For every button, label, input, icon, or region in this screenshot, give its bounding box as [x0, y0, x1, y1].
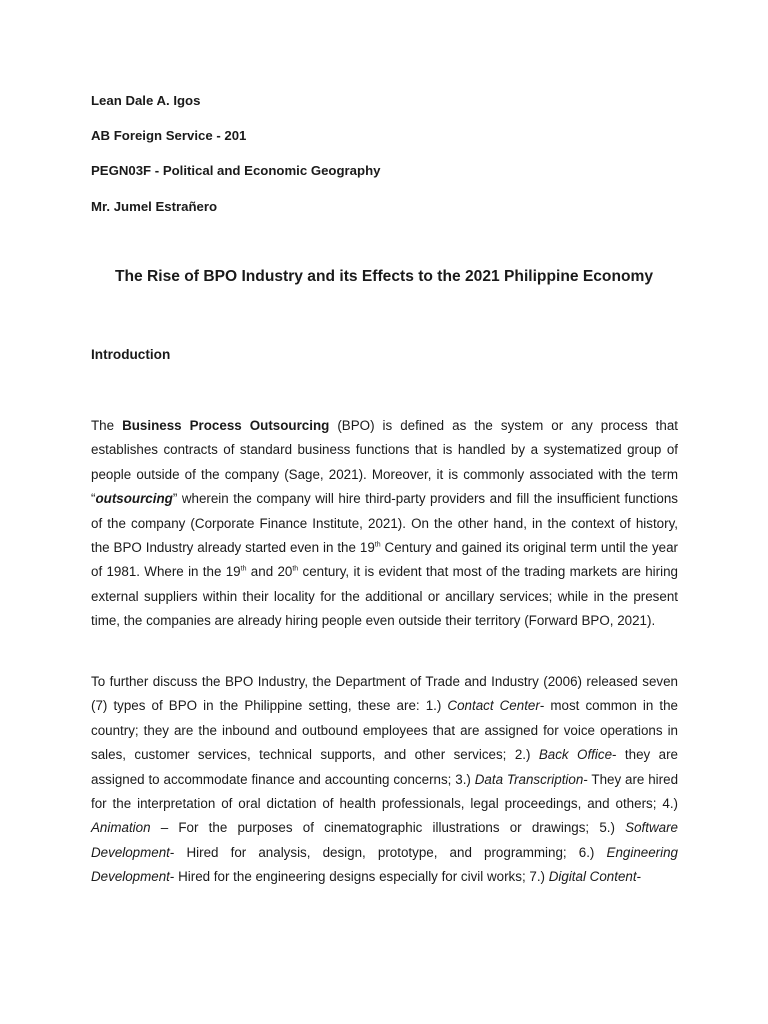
course-title: PEGN03F - Political and Economic Geography — [91, 163, 381, 178]
paragraph-1 — [91, 414, 678, 634]
bold-term: Business Process Outsourcing — [122, 418, 330, 433]
text-run: Century and gained its original term until the year of 1981. Where in the 19 — [91, 540, 678, 580]
italic-term: Animation — [91, 820, 151, 836]
text-run: – For the purposes of cinematographic illustrations or drawings; 5.) — [150, 820, 626, 836]
italic-term: Back Office — [538, 747, 613, 763]
superscript: th — [374, 541, 381, 549]
text-run: - — [636, 869, 642, 885]
author-name: Lean Dale A. Igos — [91, 93, 201, 108]
text-run: - They are hired for the interpretation of oral dictation of health professionals, legal proceedings, and others; 4.) — [91, 771, 679, 812]
text-run: To further discuss the BPO Industry, the Department of Trade and Industry (2006) released seven (7) types of BPO in the Philippine setting, these are: 1.) — [91, 674, 678, 714]
italic-term: Data Transcription — [474, 771, 584, 787]
section-heading: Introduction — [91, 347, 171, 362]
text-run: and 20 — [246, 564, 293, 580]
italic-term: Software Development — [91, 820, 678, 860]
bold-italic-term: outsourcing — [95, 491, 173, 507]
text-run: - Hired for analysis, design, prototype, and programming; 6.) — [169, 844, 607, 860]
italic-term: Digital Content — [548, 869, 637, 885]
superscript: th — [292, 565, 299, 573]
text-run: - Hired for the engineering designs especially for civil works; 7.) — [169, 869, 549, 885]
instructor-name: Mr. Jumel Estrañero — [91, 199, 218, 214]
italic-term: Engineering Development — [91, 844, 678, 885]
text-run: The — [91, 418, 123, 433]
paper-title: The Rise of BPO Industry and its Effects to the 2021 Philippine Economy — [114, 268, 654, 285]
text-run: - they are assigned to accommodate finance and accounting concerns; 3.) — [91, 747, 678, 787]
superscript: th — [240, 565, 247, 573]
text-run: ” wherein the company will hire third-party providers and fill the insufficient functions of the company (Corporate Finance Institute, 2021). On the other hand, in the context of history, the BPO Industry already started even in the 19 — [91, 491, 678, 556]
program-section: AB Foreign Service - 201 — [91, 128, 247, 143]
text-run: (BPO) is defined as the system or any process that establishes contracts of standard business functions that is handled by a systematized group of people outside of the company (Sage, 2021). Moreover, it is commonly associated with the term “ — [91, 418, 678, 507]
text-run: - most common in the country; they are the inbound and outbound employees that are assigned for voice operations in sales, customer services, technical supports, and other services; 2.) — [91, 698, 678, 763]
italic-term: Contact Center — [447, 698, 540, 714]
text-run: century, it is evident that most of the trading markets are hiring external suppliers within their locality for the additional or ancillary services; while in the present time, the companies are already hiring people even outside their territory (Forward BPO, 2021). — [91, 564, 678, 629]
paragraph-2 — [91, 670, 678, 890]
